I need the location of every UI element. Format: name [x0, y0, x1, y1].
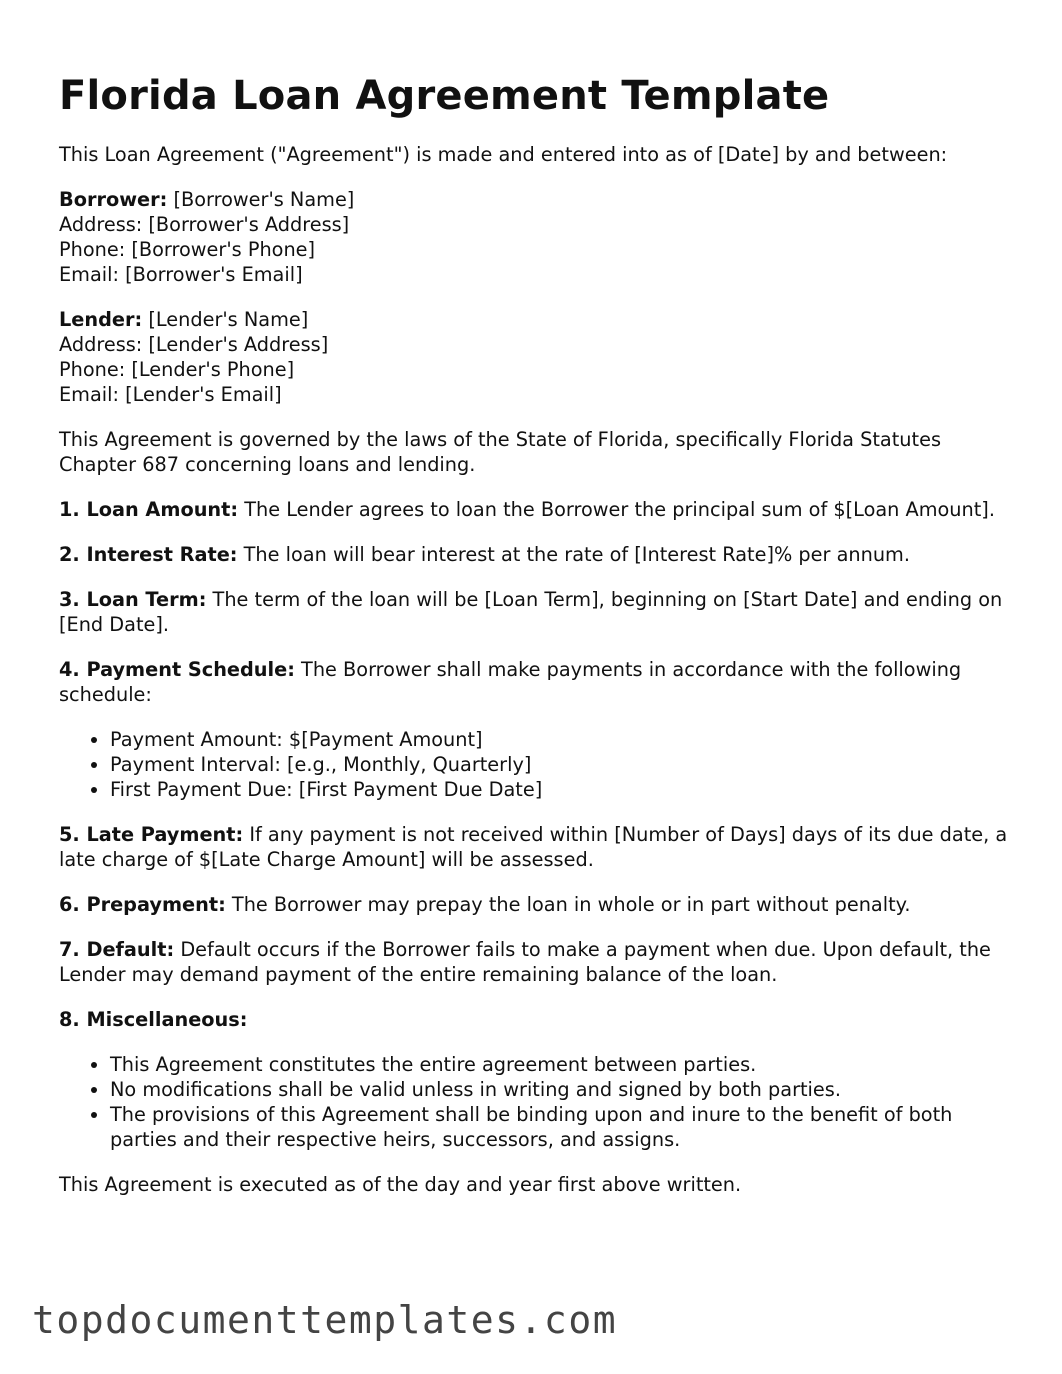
document-page — [59, 72, 1019, 1217]
borrower-block — [59, 187, 1019, 287]
section-interest-rate — [59, 542, 1019, 567]
intro-paragraph: This Loan Agreement ("Agreement") is made and entered into as of [Date] by and between: — [59, 143, 948, 166]
list-item: • Payment Interval: [e.g., Monthly, Quarterly] — [110, 752, 1019, 777]
list-item: • This Agreement constitutes the entire agreement between parties. — [110, 1052, 1019, 1077]
section-prepayment — [59, 892, 1019, 917]
list-item: • Payment Amount: $[Payment Amount] — [110, 727, 1019, 752]
section-payment-schedule — [59, 657, 1019, 707]
section-default — [59, 937, 1019, 987]
list-item: • First Payment Due: [First Payment Due Date] — [110, 777, 1019, 802]
section-label: 6. Prepayment: — [59, 893, 226, 916]
section-text: The loan will bear interest at the rate of [Interest Rate]% per annum. — [237, 543, 910, 566]
section-text: The Borrower may prepay the loan in whole or in part without penalty. — [225, 893, 911, 916]
section-miscellaneous — [59, 1007, 1019, 1032]
lender-block — [59, 307, 1019, 407]
lender-label: Lender: — [59, 308, 143, 331]
section-text: Default occurs if the Borrower fails to make a payment when due. Upon default, the Lender may demand payment of the entire remaining balance of the loan. — [59, 938, 991, 986]
section-label: 7. Default: — [59, 938, 175, 961]
section-late-payment — [59, 822, 1019, 872]
section-label: 2. Interest Rate: — [59, 543, 238, 566]
borrower-email: Email: [Borrower's Email] — [59, 263, 303, 286]
section-text: The term of the loan will be [Loan Term], beginning on [Start Date] and ending on [End Date]. — [59, 588, 1003, 636]
section-text: The Lender agrees to loan the Borrower the principal sum of $[Loan Amount]. — [238, 498, 995, 521]
list-item: • The provisions of this Agreement shall be binding upon and inure to the benefit of both parties and their respective heirs, successors, and assigns. — [110, 1102, 1019, 1152]
borrower-phone: Phone: [Borrower's Phone] — [59, 238, 316, 261]
document-title: Florida Loan Agreement Template — [59, 73, 830, 119]
section-label: 3. Loan Term: — [59, 588, 207, 611]
section-label: 5. Late Payment: — [59, 823, 244, 846]
section-loan-term — [59, 587, 1019, 637]
lender-email: Email: [Lender's Email] — [59, 383, 282, 406]
list-item: • No modifications shall be valid unless in writing and signed by both parties. — [110, 1077, 1019, 1102]
section-text: The Borrower shall make payments in accordance with the following schedule: — [59, 658, 962, 706]
miscellaneous-list — [59, 1052, 1019, 1152]
lender-name: [Lender's Name] — [142, 308, 309, 331]
section-label: 8. Miscellaneous: — [59, 1008, 248, 1031]
governing-law-paragraph: This Agreement is governed by the laws of the State of Florida, specifically Florida Statutes Chapter 687 concerning loans and lending. — [59, 428, 941, 476]
lender-phone: Phone: [Lender's Phone] — [59, 358, 295, 381]
section-label: 4. Payment Schedule: — [59, 658, 295, 681]
site-watermark: topdocumenttemplates.com — [32, 1298, 618, 1342]
borrower-name: [Borrower's Name] — [167, 188, 355, 211]
closing-paragraph: This Agreement is executed as of the day and year first above written. — [59, 1173, 742, 1196]
lender-address: Address: [Lender's Address] — [59, 333, 329, 356]
payment-schedule-list — [59, 727, 1019, 802]
section-label: 1. Loan Amount: — [59, 498, 239, 521]
borrower-label: Borrower: — [59, 188, 168, 211]
section-text: If any payment is not received within [Number of Days] days of its due date, a late charge of $[Late Charge Amount] will be assessed. — [59, 823, 1008, 871]
borrower-address: Address: [Borrower's Address] — [59, 213, 350, 236]
section-loan-amount — [59, 497, 1019, 522]
